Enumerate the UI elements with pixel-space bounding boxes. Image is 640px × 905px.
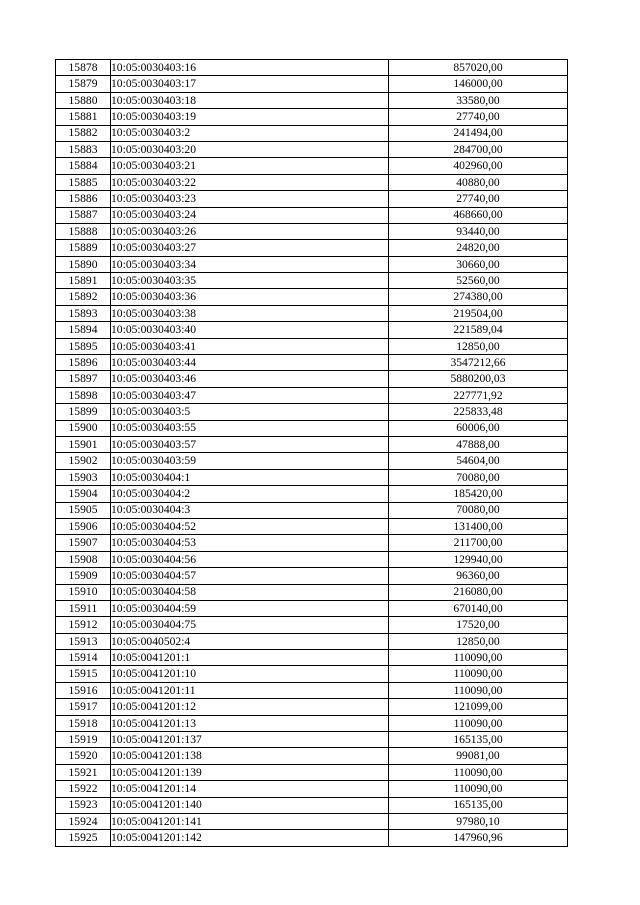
amount-cell: 97980,10	[389, 813, 568, 829]
row-number-cell: 15906	[56, 518, 111, 534]
cadastral-number-cell: 10:05:0041201:139	[111, 764, 389, 780]
amount-cell: 216080,00	[389, 584, 568, 600]
table-body	[56, 60, 568, 847]
cadastral-number-cell: 10:05:0030404:59	[111, 600, 389, 616]
row-number-cell: 15917	[56, 699, 111, 715]
row-number-cell: 15913	[56, 633, 111, 649]
table-row	[56, 158, 568, 174]
cadastral-number-cell: 10:05:0030403:22	[111, 174, 389, 190]
table-row	[56, 273, 568, 289]
row-number-cell: 15888	[56, 223, 111, 239]
cadastral-number-cell: 10:05:0041201:12	[111, 699, 389, 715]
table-row	[56, 141, 568, 157]
cadastral-number-cell: 10:05:0030403:19	[111, 109, 389, 125]
amount-cell: 27740,00	[389, 109, 568, 125]
row-number-cell: 15924	[56, 813, 111, 829]
amount-cell: 60006,00	[389, 420, 568, 436]
row-number-cell: 15896	[56, 355, 111, 371]
cadastral-number-cell: 10:05:0030403:23	[111, 191, 389, 207]
cadastral-number-cell: 10:05:0030404:75	[111, 617, 389, 633]
row-number-cell: 15919	[56, 732, 111, 748]
cadastral-number-cell: 10:05:0030403:34	[111, 256, 389, 272]
table-row	[56, 174, 568, 190]
table-row	[56, 355, 568, 371]
amount-cell: 146000,00	[389, 76, 568, 92]
row-number-cell: 15922	[56, 781, 111, 797]
row-number-cell: 15915	[56, 666, 111, 682]
amount-cell: 70080,00	[389, 502, 568, 518]
cadastral-number-cell: 10:05:0030403:17	[111, 76, 389, 92]
row-number-cell: 15916	[56, 682, 111, 698]
data-table	[55, 59, 568, 847]
table-row	[56, 207, 568, 223]
table-row	[56, 830, 568, 846]
row-number-cell: 15885	[56, 174, 111, 190]
amount-cell: 147960,96	[389, 830, 568, 846]
table-row	[56, 191, 568, 207]
table-row	[56, 338, 568, 354]
table-row	[56, 518, 568, 534]
row-number-cell: 15891	[56, 273, 111, 289]
amount-cell: 52560,00	[389, 273, 568, 289]
row-number-cell: 15914	[56, 650, 111, 666]
row-number-cell: 15907	[56, 535, 111, 551]
row-number-cell: 15912	[56, 617, 111, 633]
table-row	[56, 813, 568, 829]
row-number-cell: 15893	[56, 305, 111, 321]
table-row	[56, 633, 568, 649]
row-number-cell: 15918	[56, 715, 111, 731]
cadastral-number-cell: 10:05:0030404:1	[111, 469, 389, 485]
cadastral-number-cell: 10:05:0041201:11	[111, 682, 389, 698]
amount-cell: 131400,00	[389, 518, 568, 534]
table-row	[56, 666, 568, 682]
cadastral-number-cell: 10:05:0041201:142	[111, 830, 389, 846]
amount-cell: 165135,00	[389, 732, 568, 748]
amount-cell: 219504,00	[389, 305, 568, 321]
cadastral-number-cell: 10:05:0030404:52	[111, 518, 389, 534]
table-row	[56, 420, 568, 436]
row-number-cell: 15878	[56, 60, 111, 76]
cadastral-number-cell: 10:05:0030404:57	[111, 568, 389, 584]
amount-cell: 24820,00	[389, 240, 568, 256]
cadastral-number-cell: 10:05:0030403:16	[111, 60, 389, 76]
amount-cell: 110090,00	[389, 715, 568, 731]
row-number-cell: 15881	[56, 109, 111, 125]
cadastral-number-cell: 10:05:0030403:59	[111, 453, 389, 469]
table-row	[56, 76, 568, 92]
cadastral-number-cell: 10:05:0041201:137	[111, 732, 389, 748]
cadastral-number-cell: 10:05:0030403:2	[111, 125, 389, 141]
row-number-cell: 15894	[56, 322, 111, 338]
table-row	[56, 371, 568, 387]
cadastral-number-cell: 10:05:0030403:18	[111, 92, 389, 108]
amount-cell: 241494,00	[389, 125, 568, 141]
cadastral-number-cell: 10:05:0030403:55	[111, 420, 389, 436]
amount-cell: 27740,00	[389, 191, 568, 207]
amount-cell: 221589,04	[389, 322, 568, 338]
amount-cell: 3547212,66	[389, 355, 568, 371]
table-row	[56, 797, 568, 813]
table-row	[56, 125, 568, 141]
cadastral-number-cell: 10:05:0030403:26	[111, 223, 389, 239]
amount-cell: 110090,00	[389, 781, 568, 797]
amount-cell: 857020,00	[389, 60, 568, 76]
amount-cell: 274380,00	[389, 289, 568, 305]
row-number-cell: 15908	[56, 551, 111, 567]
row-number-cell: 15899	[56, 404, 111, 420]
table-row	[56, 223, 568, 239]
row-number-cell: 15920	[56, 748, 111, 764]
table-row	[56, 600, 568, 616]
table-row	[56, 682, 568, 698]
cadastral-number-cell: 10:05:0041201:141	[111, 813, 389, 829]
row-number-cell: 15897	[56, 371, 111, 387]
amount-cell: 165135,00	[389, 797, 568, 813]
table-row	[56, 305, 568, 321]
cadastral-number-cell: 10:05:0030403:47	[111, 387, 389, 403]
cadastral-number-cell: 10:05:0030403:40	[111, 322, 389, 338]
amount-cell: 284700,00	[389, 141, 568, 157]
table-row	[56, 486, 568, 502]
cadastral-number-cell: 10:05:0030403:5	[111, 404, 389, 420]
amount-cell: 30660,00	[389, 256, 568, 272]
table-row	[56, 92, 568, 108]
table-row	[56, 109, 568, 125]
amount-cell: 402960,00	[389, 158, 568, 174]
table-row	[56, 584, 568, 600]
amount-cell: 70080,00	[389, 469, 568, 485]
amount-cell: 40880,00	[389, 174, 568, 190]
cadastral-number-cell: 10:05:0030403:24	[111, 207, 389, 223]
table-row	[56, 715, 568, 731]
row-number-cell: 15900	[56, 420, 111, 436]
cadastral-number-cell: 10:05:0030403:57	[111, 436, 389, 452]
row-number-cell: 15895	[56, 338, 111, 354]
row-number-cell: 15904	[56, 486, 111, 502]
row-number-cell: 15903	[56, 469, 111, 485]
amount-cell: 121099,00	[389, 699, 568, 715]
amount-cell: 211700,00	[389, 535, 568, 551]
row-number-cell: 15905	[56, 502, 111, 518]
table-row	[56, 732, 568, 748]
amount-cell: 5880200,03	[389, 371, 568, 387]
cadastral-number-cell: 10:05:0030403:38	[111, 305, 389, 321]
amount-cell: 110090,00	[389, 650, 568, 666]
row-number-cell: 15879	[56, 76, 111, 92]
cadastral-number-cell: 10:05:0040502:4	[111, 633, 389, 649]
table-row	[56, 781, 568, 797]
cadastral-number-cell: 10:05:0041201:13	[111, 715, 389, 731]
amount-cell: 12850,00	[389, 338, 568, 354]
table-row	[56, 502, 568, 518]
amount-cell: 96360,00	[389, 568, 568, 584]
cadastral-number-cell: 10:05:0030403:44	[111, 355, 389, 371]
amount-cell: 129940,00	[389, 551, 568, 567]
table-row	[56, 699, 568, 715]
table-row	[56, 60, 568, 76]
row-number-cell: 15925	[56, 830, 111, 846]
row-number-cell: 15889	[56, 240, 111, 256]
table-row	[56, 322, 568, 338]
row-number-cell: 15921	[56, 764, 111, 780]
table-row	[56, 551, 568, 567]
table-row	[56, 404, 568, 420]
row-number-cell: 15901	[56, 436, 111, 452]
table-row	[56, 256, 568, 272]
cadastral-number-cell: 10:05:0030404:3	[111, 502, 389, 518]
amount-cell: 468660,00	[389, 207, 568, 223]
amount-cell: 110090,00	[389, 666, 568, 682]
table-row	[56, 748, 568, 764]
cadastral-number-cell: 10:05:0041201:140	[111, 797, 389, 813]
row-number-cell: 15884	[56, 158, 111, 174]
table-row	[56, 436, 568, 452]
cadastral-number-cell: 10:05:0041201:138	[111, 748, 389, 764]
amount-cell: 54604,00	[389, 453, 568, 469]
amount-cell: 227771,92	[389, 387, 568, 403]
amount-cell: 17520,00	[389, 617, 568, 633]
amount-cell: 47888,00	[389, 436, 568, 452]
table-row	[56, 568, 568, 584]
amount-cell: 93440,00	[389, 223, 568, 239]
row-number-cell: 15886	[56, 191, 111, 207]
table-row	[56, 289, 568, 305]
table-row	[56, 617, 568, 633]
cadastral-number-cell: 10:05:0041201:14	[111, 781, 389, 797]
table-row	[56, 387, 568, 403]
row-number-cell: 15898	[56, 387, 111, 403]
cadastral-number-cell: 10:05:0030404:58	[111, 584, 389, 600]
cadastral-number-cell: 10:05:0030404:53	[111, 535, 389, 551]
cadastral-number-cell: 10:05:0030403:35	[111, 273, 389, 289]
amount-cell: 99081,00	[389, 748, 568, 764]
row-number-cell: 15909	[56, 568, 111, 584]
row-number-cell: 15890	[56, 256, 111, 272]
row-number-cell: 15911	[56, 600, 111, 616]
amount-cell: 12850,00	[389, 633, 568, 649]
amount-cell: 110090,00	[389, 682, 568, 698]
table-row	[56, 650, 568, 666]
table-row	[56, 240, 568, 256]
cadastral-number-cell: 10:05:0030404:2	[111, 486, 389, 502]
table-row	[56, 764, 568, 780]
cadastral-number-cell: 10:05:0030403:20	[111, 141, 389, 157]
row-number-cell: 15910	[56, 584, 111, 600]
cadastral-number-cell: 10:05:0030403:36	[111, 289, 389, 305]
cadastral-number-cell: 10:05:0030403:21	[111, 158, 389, 174]
row-number-cell: 15882	[56, 125, 111, 141]
amount-cell: 33580,00	[389, 92, 568, 108]
amount-cell: 670140,00	[389, 600, 568, 616]
cadastral-number-cell: 10:05:0030403:41	[111, 338, 389, 354]
amount-cell: 225833,48	[389, 404, 568, 420]
table-row	[56, 469, 568, 485]
cadastral-number-cell: 10:05:0041201:1	[111, 650, 389, 666]
row-number-cell: 15880	[56, 92, 111, 108]
table-row	[56, 453, 568, 469]
cadastral-number-cell: 10:05:0030403:27	[111, 240, 389, 256]
amount-cell: 110090,00	[389, 764, 568, 780]
row-number-cell: 15883	[56, 141, 111, 157]
row-number-cell: 15892	[56, 289, 111, 305]
cadastral-number-cell: 10:05:0030403:46	[111, 371, 389, 387]
row-number-cell: 15887	[56, 207, 111, 223]
table-row	[56, 535, 568, 551]
amount-cell: 185420,00	[389, 486, 568, 502]
row-number-cell: 15902	[56, 453, 111, 469]
row-number-cell: 15923	[56, 797, 111, 813]
cadastral-number-cell: 10:05:0041201:10	[111, 666, 389, 682]
cadastral-number-cell: 10:05:0030404:56	[111, 551, 389, 567]
